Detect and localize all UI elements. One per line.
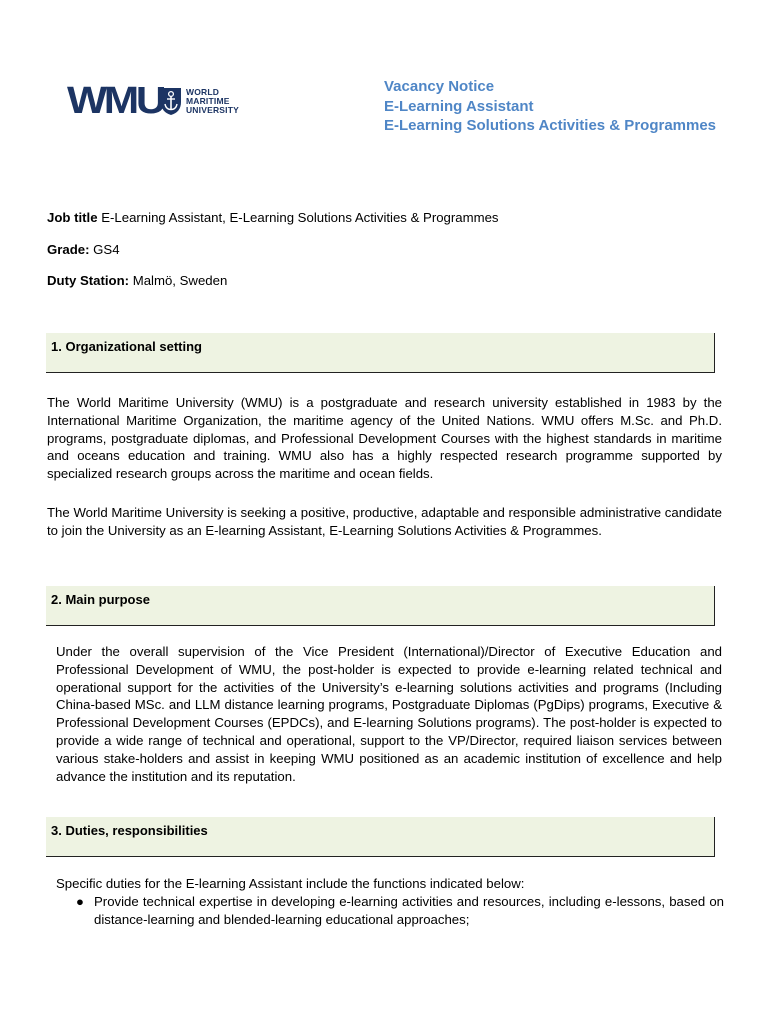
list-item — [56, 893, 724, 929]
duty-station-label: Duty Station: — [47, 273, 130, 288]
duties-list — [56, 893, 724, 929]
job-title-value: E-Learning Assistant, E-Learning Solutions Activities & Programmes — [97, 210, 499, 225]
list-item-text: Provide technical expertise in developing e-learning activities and resources, including e-lessons, based on distance-learning and blended-learning educational approaches; — [94, 894, 724, 927]
section-heading-text: 2. Main purpose — [51, 592, 150, 607]
bullet-icon: ● — [76, 894, 84, 909]
job-title-label: Job title — [47, 210, 98, 225]
job-title-field — [47, 210, 499, 226]
duty-station-value: Malmö, Sweden — [129, 273, 228, 288]
section-heading-text: 1. Organizational setting — [51, 339, 202, 354]
grade-label: Grade: — [47, 242, 90, 257]
grade-field — [47, 242, 120, 258]
header-position: E-Learning Assistant — [384, 97, 534, 115]
logo-line-maritime: MARITIME — [185, 95, 230, 106]
main-purpose-paragraph: Under the overall supervision of the Vice President (International)/Director of Executive Education and Professional Development of WMU, the post-holder is expected to provide e-learning related technical and operational support for the activities of the University’s e-learning solutions activities and programs (Including China-based MSc. and LLM distance learning programs, Postgraduate Diplomas (PgDips) programs, Executive & Professional Development Courses (EPDCs), and E-learning Solutions programs). The post-holder is expected to provide a wide range of technical and operational, support to the VP/Director, required liaison services between various stake-holders and assist in keeping WMU positioned as an academic institution of excellence and help advance the institution and its reputation. — [56, 644, 722, 784]
wmu-logo — [67, 80, 239, 122]
logo-line-university: UNIVERSITY — [185, 104, 239, 115]
section-heading-duties — [46, 817, 715, 857]
header-vacancy-notice: Vacancy Notice — [384, 78, 495, 95]
organizational-setting-paragraph-1: The World Maritime University (WMU) is a postgraduate and research university established in 1983 by the International Maritime Organization, the maritime agency of the United Nations. WMU offers M.Sc. and Ph.D. programs, postgraduate diplomas, and Professional Development Courses with the highest standards in maritime and oceans education and training. WMU also has a highly respected research programme supported by specialized research groups across the maritime and ocean fields. — [47, 395, 722, 482]
grade-value: GS4 — [89, 242, 120, 257]
organizational-setting-paragraph-2: The World Maritime University is seeking a positive, productive, adaptable and responsible administrative candidate to join the University as an E-learning Assistant, E-Learning Solutions Activities & Programmes. — [47, 505, 722, 538]
duties-intro: Specific duties for the E-learning Assistant include the functions indicated below: — [56, 876, 525, 891]
logo-line-world: WORLD — [185, 86, 220, 97]
duty-station-field — [47, 273, 227, 289]
section-heading-organizational-setting — [46, 333, 715, 373]
section-heading-text: 3. Duties, responsibilities — [51, 823, 208, 838]
header-unit: E-Learning Solutions Activities & Programmes — [384, 117, 717, 134]
section-heading-main-purpose — [46, 586, 715, 626]
vacancy-header — [384, 77, 716, 136]
logo-letters: WMU — [67, 80, 164, 122]
logo-mark — [67, 80, 239, 122]
logo-wordmark — [186, 88, 239, 115]
